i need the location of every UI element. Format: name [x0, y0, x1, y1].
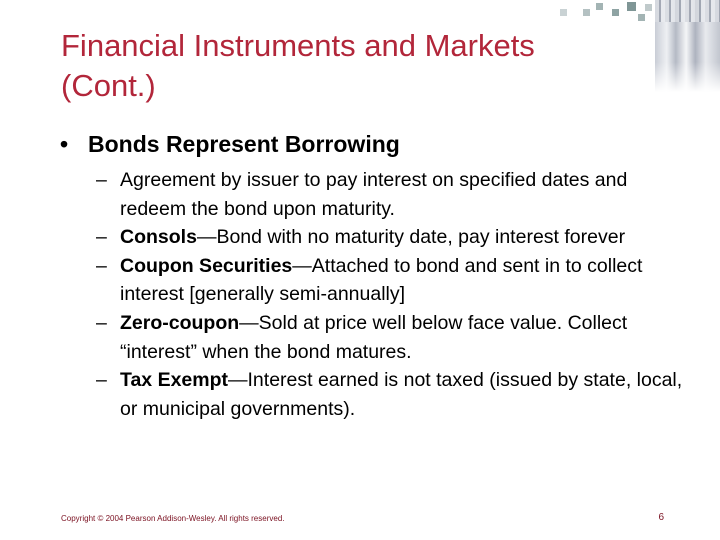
accent-square — [596, 3, 603, 10]
item-text: —Interest earned is not taxed (issued by state, local, or municipal governments). — [120, 369, 683, 420]
item-term: Consols — [120, 226, 197, 249]
page-number: 6 — [658, 512, 664, 523]
list-item — [96, 166, 686, 223]
accent-square — [627, 2, 636, 11]
bullet-marker: • — [60, 131, 69, 157]
accent-square — [560, 9, 567, 16]
list-item — [96, 252, 686, 309]
dash-marker: – — [96, 226, 107, 249]
item-term: Coupon Securities — [120, 254, 293, 277]
list-item — [96, 223, 686, 252]
item-text: —Sold at price well below face value. Collect “interest” when the bond matures. — [120, 311, 628, 363]
slide-title — [61, 26, 641, 106]
dash-marker: – — [96, 311, 107, 334]
item-term: Tax Exempt — [120, 369, 229, 392]
accent-square — [645, 4, 652, 11]
bullet-text: Bonds Represent Borrowing — [88, 131, 400, 157]
item-term: Zero-coupon — [120, 311, 240, 334]
column-photo-detail — [655, 0, 720, 22]
dash-marker: – — [96, 369, 107, 392]
accent-square — [583, 9, 590, 16]
list-item — [96, 309, 686, 366]
accent-square — [612, 9, 619, 16]
accent-square — [638, 14, 645, 21]
slide-title-line-1: Financial Instruments and Markets — [61, 28, 535, 63]
item-text: —Attached to bond and sent in to collect interest [generally semi-annually] — [120, 254, 643, 306]
copyright-footer: Copyright © 2004 Pearson Addison-Wesley. All rights reserved. — [61, 514, 285, 523]
slide-title-line-2: (Cont.) — [61, 68, 156, 103]
list-item — [96, 366, 686, 423]
item-text: Agreement by issuer to pay interest on specified dates and redeem the bond upon maturity. — [120, 169, 628, 220]
dash-marker: – — [96, 254, 107, 277]
sub-bullet-list — [96, 166, 686, 423]
dash-marker: – — [96, 169, 107, 191]
item-text: —Bond with no maturity date, pay interest forever — [196, 226, 626, 249]
